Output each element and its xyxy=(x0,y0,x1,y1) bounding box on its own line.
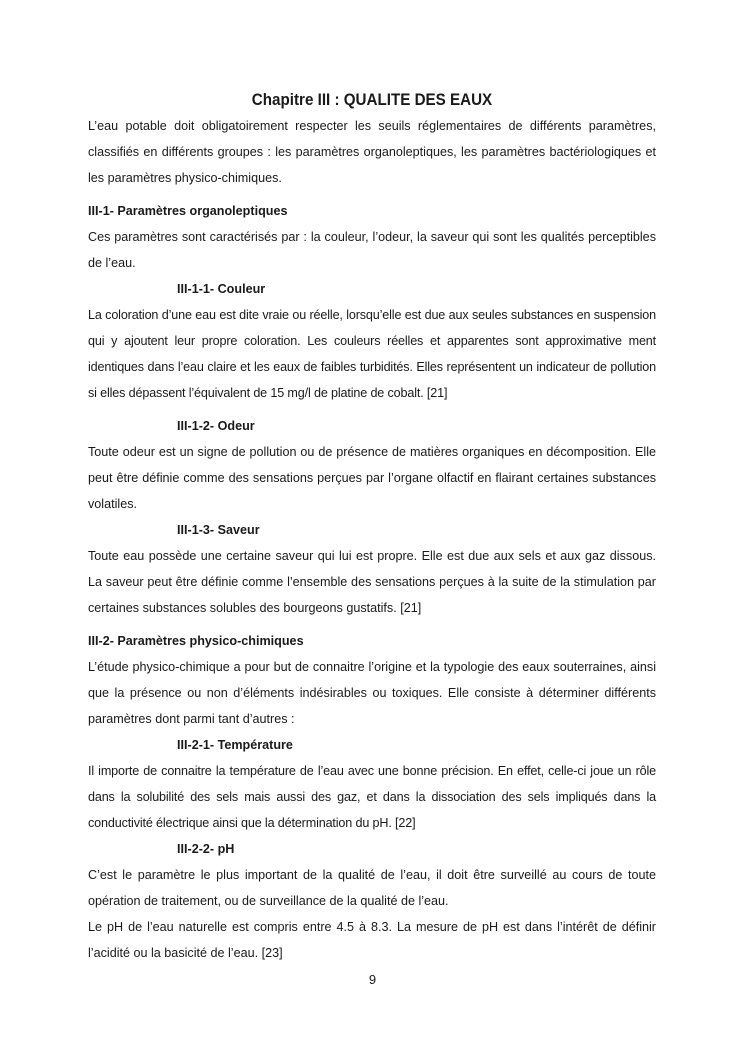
subsection-heading-odeur: III-1-2- Odeur xyxy=(177,419,255,433)
chapter-title: Chapitre III : QUALITE DES EAUX xyxy=(251,91,493,109)
temperature-paragraph: Il importe de connaitre la température de l’eau avec une bonne précision. En effet, celle-ci joue un rôle dans la solubilité des sels mais aussi des gaz, et dans la dissociation des sels impliqués dans la conductivité électrique ainsi que la détermination du pH. [22] xyxy=(88,764,656,830)
page-number: 9 xyxy=(368,972,377,987)
organoleptiques-paragraph: Ces paramètres sont caractérisés par : la couleur, l’odeur, la saveur qui sont les qualités perceptibles de l’eau. xyxy=(88,230,656,270)
section-heading-physico-chimiques: III-2- Paramètres physico-chimiques xyxy=(88,634,304,648)
physico-chimiques-paragraph: L’étude physico-chimique a pour but de connaitre l’origine et la typologie des eaux souterraines, ainsi que la présence ou non d’éléments indésirables ou toxiques. Elle consiste à déterminer différents paramètres dont parmi tant d’autres : xyxy=(88,660,656,726)
couleur-paragraph: La coloration d’une eau est dite vraie ou réelle, lorsqu’elle est due aux seules substances en suspension qui y ajoutent leur propre coloration. Les couleurs réelles et apparentes sont approximative ment identiques dans l’eau claire et les eaux de faibles turbidités. Elles représentent un indicateur de pollution si elles dépassent l’équivalent de 15 mg/l de platine de cobalt. [21] xyxy=(88,308,656,400)
section-heading-organoleptiques: III-1- Paramètres organoleptiques xyxy=(88,204,288,218)
subsection-heading-couleur: III-1-1- Couleur xyxy=(177,282,266,296)
odeur-paragraph: Toute odeur est un signe de pollution ou de présence de matières organiques en décomposition. Elle peut être définie comme des sensations perçues par l’organe olfactif en flairant certaines substances volatiles. xyxy=(88,445,656,511)
subsection-heading-saveur: III-1-3- Saveur xyxy=(177,523,260,537)
document-page xyxy=(88,88,656,966)
ph-paragraph-1: C’est le paramètre le plus important de la qualité de l’eau, il doit être surveillé au cours de toute opération de traitement, ou de surveillance de la qualité de l’eau. xyxy=(88,868,656,908)
subsection-heading-temperature: III-2-1- Température xyxy=(177,738,293,752)
subsection-heading-ph: III-2-2- pH xyxy=(177,842,235,856)
saveur-paragraph: Toute eau possède une certaine saveur qui lui est propre. Elle est due aux sels et aux gaz dissous. La saveur peut être définie comme l’ensemble des sensations perçues à la suite de la stimulation par certaines substances solubles des bourgeons gustatifs. [21] xyxy=(88,549,656,615)
ph-paragraph-2: Le pH de l’eau naturelle est compris entre 4.5 à 8.3. La mesure de pH est dans l’intérêt de définir l’acidité ou la basicité de l’eau. [23] xyxy=(88,920,656,960)
intro-paragraph: L’eau potable doit obligatoirement respecter les seuils réglementaires de différents paramètres, classifiés en différents groupes : les paramètres organoleptiques, les paramètres bactériologiques et les paramètres physico-chimiques. xyxy=(88,119,656,185)
